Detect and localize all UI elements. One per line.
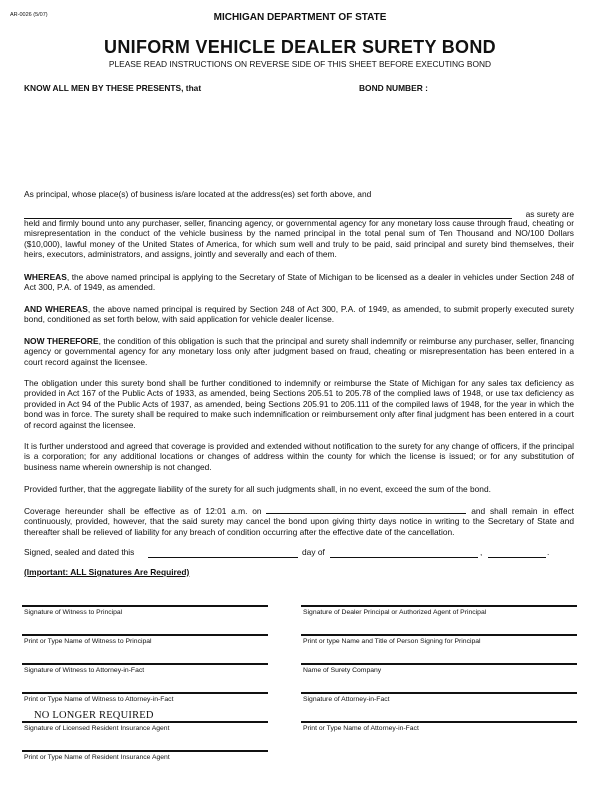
principal-signer-name-label: Print or type Name and Title of Person Signing for Principal — [303, 638, 481, 645]
insurance-agent-name-line[interactable] — [22, 750, 268, 752]
page-title: UNIFORM VEHICLE DEALER SURETY BOND — [104, 37, 496, 57]
witness-attorney-signature-line[interactable] — [22, 663, 268, 665]
whereas-lead: WHEREAS — [24, 272, 67, 282]
coverage-date-field[interactable] — [266, 505, 466, 514]
know-all-men-label: KNOW ALL MEN BY THESE PRESENTS, that — [24, 83, 202, 93]
and-whereas-lead: AND WHEREAS — [24, 304, 88, 314]
principal-signer-name-line[interactable] — [301, 634, 577, 636]
signed-day-field[interactable] — [148, 557, 298, 558]
important-note: (Important: ALL Signatures Are Required) — [24, 567, 190, 577]
witness-attorney-name-line[interactable] — [22, 692, 268, 694]
witness-principal-name-label: Print or Type Name of Witness to Principal — [24, 638, 152, 645]
day-of-label: day of — [302, 547, 325, 557]
comma-separator: , — [480, 547, 483, 557]
surety-company-label: Name of Surety Company — [303, 667, 382, 674]
whereas-paragraph — [24, 272, 574, 293]
and-whereas-paragraph — [24, 304, 574, 325]
whereas-text: , the above named principal is applying to the Secretary of State of Michigan to be licensed as a dealer in vehicles under Section 248 of Act 300, P.A. of 1949, as amended. — [24, 272, 574, 293]
witness-attorney-signature-label: Signature of Witness to Attorney-in-Fact — [24, 667, 145, 674]
witness-principal-signature-line[interactable] — [22, 605, 268, 607]
bond-number-label: BOND NUMBER : — [359, 83, 428, 93]
instructions-subtitle: PLEASE READ INSTRUCTIONS ON REVERSE SIDE OF THIS SHEET BEFORE EXECUTING BOND — [108, 59, 492, 69]
signed-year-field[interactable] — [488, 557, 546, 558]
now-therefore-lead: NOW THEREFORE — [24, 336, 99, 346]
insurance-agent-signature-label: Signature of Licensed Resident Insurance Agent — [24, 725, 170, 732]
dealer-principal-signature-line[interactable] — [301, 605, 577, 607]
now-therefore-text: , the condition of this obligation is such that the principal and surety shall indemnify or reimburse any purchaser, seller, financing agency or governmental agency for any monetary loss only after judgment based on fraud, cheating or misrepresentation has been entered in a court record against the licensee. — [24, 336, 574, 367]
no-longer-required-stamp: NO LONGER REQUIRED — [34, 710, 154, 721]
signed-month-field[interactable] — [330, 557, 478, 558]
period-mark: . — [547, 547, 550, 557]
coverage-paragraph — [24, 505, 574, 537]
signed-label: Signed, sealed and dated this — [24, 547, 135, 557]
obligation-paragraph: The obligation under this surety bond shall be further conditioned to indemnify or reimburse the State of Michigan for any sales tax deficiency as provided in Act 167 of the Public Acts of 1933, as amended, being Sections 205.51 to 205.78 of the complied laws of 1948, or use tax deficiency as provided in Act 94 of the Public Acts of 1937, as amended, being Sections 205.91 to 205.111 of the compiled laws of 1948, for the year in which the bond was in force. The surety shall be required to make such indemnification or reimbursement only after final judgment has been entered in a court of record against the licensee. — [24, 378, 574, 430]
and-whereas-text: , the above named principal is required by Section 248 of Act 300, P.A. of 1949, as amended, to submit properly executed surety bond, conditioned as set forth below, with said application for vehicle dealer license. — [24, 304, 575, 325]
attorney-name-line[interactable] — [301, 721, 577, 723]
principal-line: As principal, whose place(s) of business is/are located at the address(es) set forth above, and — [24, 189, 372, 199]
attorney-signature-line[interactable] — [301, 692, 577, 694]
department-heading: MICHIGAN DEPARTMENT OF STATE — [213, 12, 387, 23]
as-surety-label: as surety are — [525, 209, 574, 219]
coverage-text-b: and shall remain in effect continuously, provided, however, that the said surety may cancel the bond upon giving thirty days notice in writing to the Secretary of State and thereafter shall be relieved of liability for any breach of condition occurring after the effective date of the cancellation. — [24, 506, 574, 537]
surety-company-line[interactable] — [301, 663, 577, 665]
attorney-name-label: Print or Type Name of Attorney-in-Fact — [303, 725, 419, 732]
attorney-signature-label: Signature of Attorney-in-Fact — [303, 696, 390, 703]
insurance-agent-name-label: Print or Type Name of Resident Insurance Agent — [24, 754, 170, 761]
further-understood-paragraph: It is further understood and agreed that coverage is provided and extended without notification to the surety for any change of officers, if the principal is a corporation; for any additional locations or changes of address within the county for which the license is issued; or for any substitution of business name wherein ownership is not changed. — [24, 441, 574, 472]
signed-dated-row — [24, 545, 584, 559]
insurance-agent-signature-line[interactable] — [22, 721, 268, 723]
form-number: AR-0026 (5/07) — [10, 12, 48, 18]
witness-principal-name-line[interactable] — [22, 634, 268, 636]
dealer-principal-signature-label: Signature of Dealer Principal or Authorized Agent of Principal — [303, 609, 487, 616]
witness-attorney-name-label: Print or Type Name of Witness to Attorney-in-Fact — [24, 696, 174, 703]
now-therefore-paragraph — [24, 336, 574, 367]
coverage-text-a: Coverage hereunder shall be effective as of 12:01 a.m. on — [24, 506, 262, 516]
held-bound-paragraph: held and firmly bound unto any purchaser, seller, financing agency, or governmental agency for any monetary loss cause through fraud, cheating or misrepresentation in the conduct of the vehicle business by the named principal in the total penal sum of Ten Thousand and NO/100 Dollars ($10,000), lawful money of the United States of America, for which sum well and truly to be paid, said principal and surety bind themselves, their heirs, executors, administrators, and assigns, jointly and severally and each of them. — [24, 218, 574, 260]
provided-further-paragraph: Provided further, that the aggregate liability of the surety for all such judgments shall, in no event, exceed the sum of the bond. — [24, 484, 491, 494]
witness-principal-signature-label: Signature of Witness to Principal — [24, 609, 123, 616]
